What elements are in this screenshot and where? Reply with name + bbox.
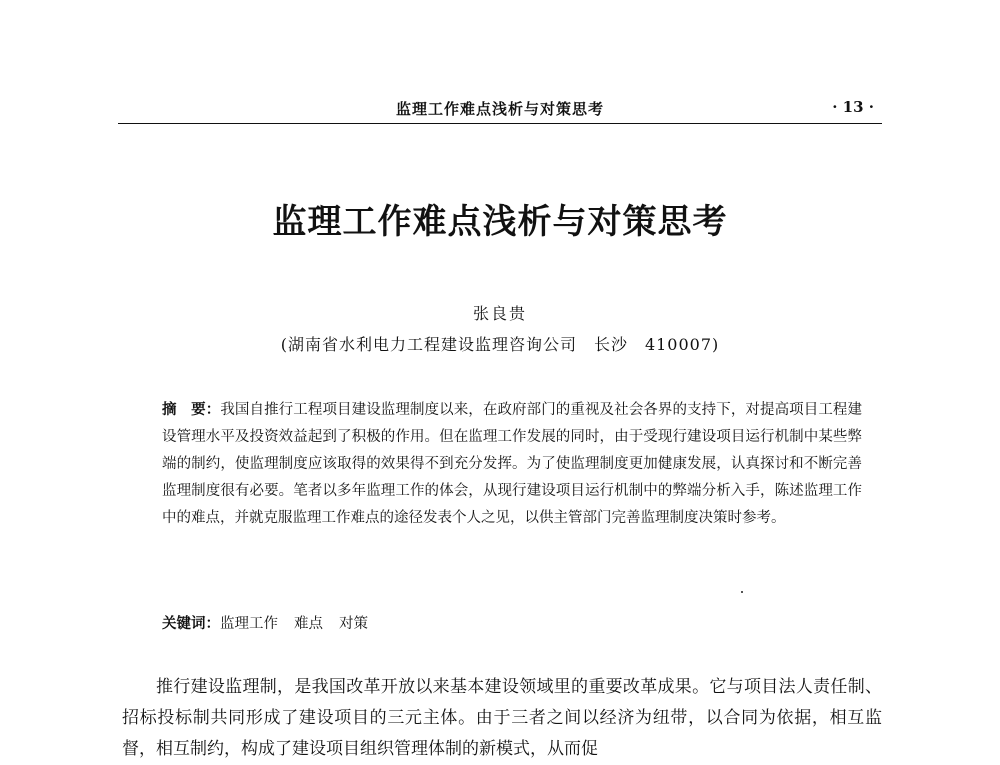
keyword-item: 监理工作	[220, 616, 278, 632]
keyword-item: 对策	[339, 616, 368, 632]
author-affiliation: (湖南省水利电力工程建设监理咨询公司 长沙 410007)	[280, 335, 720, 354]
page-number: · 13 ·	[832, 98, 874, 116]
scan-speck	[741, 591, 743, 593]
keywords	[162, 612, 862, 636]
body-paragraph: 推行建设监理制，是我国改革开放以来基本建设领域里的重要改革成果。它与项目法人责任制、招标投标制共同形成了建设项目的三元主体。由于三者之间以经济为纽带，以合同为依据，相互监督，相互制约，构成了建设项目组织管理体制的新模式，从而促	[122, 677, 882, 759]
abstract	[162, 396, 862, 532]
header-rule	[118, 123, 882, 124]
article-title: 监理工作难点浅析与对策思考	[272, 202, 728, 242]
author-name: 张良贵	[472, 304, 527, 323]
abstract-label: 摘 要：	[162, 401, 221, 418]
keywords-label: 关键词：	[162, 615, 220, 632]
abstract-text: 我国自推行工程项目建设监理制度以来，在政府部门的重视及社会各界的支持下，对提高项目工程建设管理水平及投资效益起到了积极的作用。但在监理工作发展的同时，由于受现行建设项目运行机制中某些弊端的制约，使监理制度应该取得的效果得不到充分发挥。为了使监理制度更加健康发展，认真探讨和不断完善监理制度很有必要。笔者以多年监理工作的体会，从现行建设项目运行机制中的弊端分析入手，陈述监理工作中的难点，并就克服监理工作难点的途径发表个人之见，以供主管部门完善监理制度决策时参考。	[162, 402, 862, 526]
keyword-item: 难点	[294, 616, 323, 632]
running-header	[118, 98, 882, 122]
running-header-title: 监理工作难点浅析与对策思考	[395, 100, 604, 118]
